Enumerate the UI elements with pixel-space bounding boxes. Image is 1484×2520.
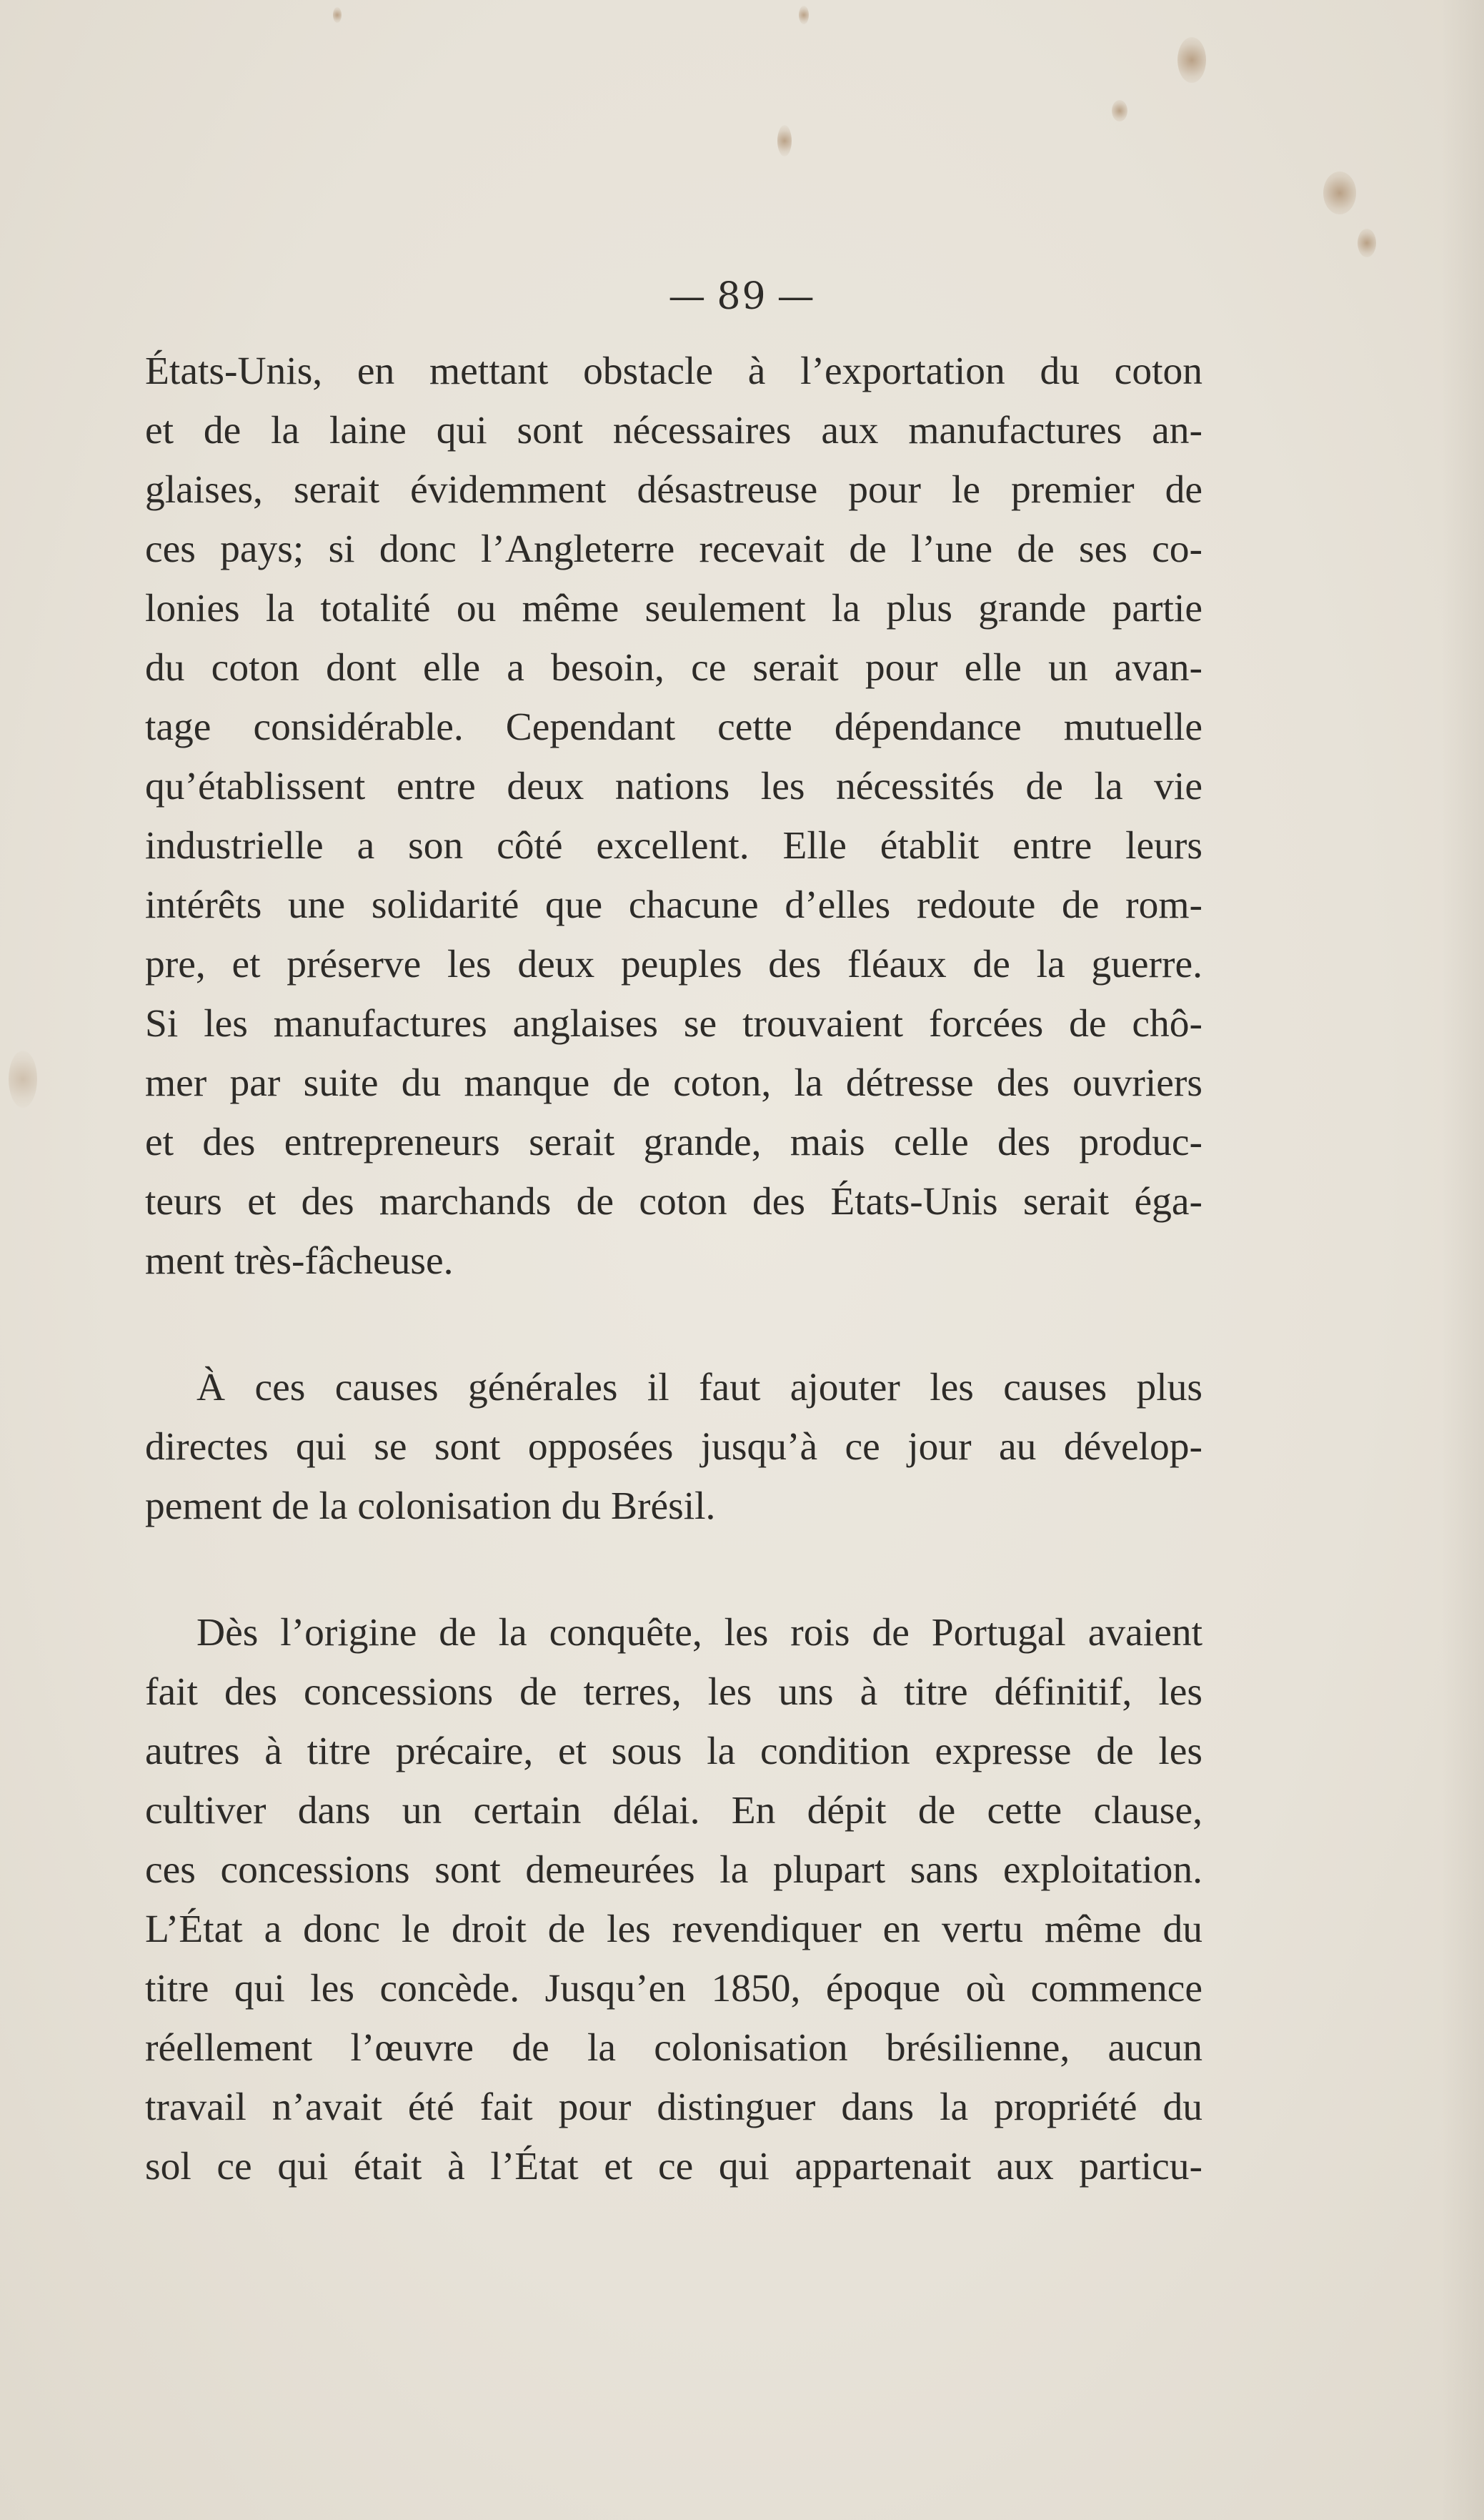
text-line: ces pays; si donc l’Angleterre recevait de l’une de ses co- — [145, 527, 1202, 571]
text-line: travail n’avait été fait pour distinguer dans la propriété du — [145, 2085, 1202, 2129]
paragraph — [145, 342, 1202, 1291]
text-line: ment très-fâcheuse. — [145, 1239, 454, 1283]
text-line: qu’établissent entre deux nations les nécessités de la vie — [145, 765, 1202, 808]
paper-stain — [799, 6, 809, 24]
text-line: sol ce qui était à l’État et ce qui appartenait aux particu- — [145, 2145, 1202, 2188]
text-line: lonies la totalité ou même seulement la plus grande partie — [145, 587, 1202, 630]
text-line: mer par suite du manque de coton, la détresse des ouvriers — [145, 1061, 1202, 1105]
text-line: Dès l’origine de la conquête, les rois de Portugal avaient — [196, 1611, 1202, 1655]
page-edge-shadow — [1441, 0, 1484, 2520]
text-line: Si les manufactures anglaises se trouvaient forcées de chô- — [145, 1002, 1202, 1046]
paper-stain — [1112, 100, 1127, 121]
text-line: et de la laine qui sont nécessaires aux manufactures an- — [145, 409, 1202, 452]
text-line: tage considérable. Cependant cette dépendance mutuelle — [145, 705, 1202, 749]
text-line: industrielle a son côté excellent. Elle établit entre leurs — [145, 824, 1202, 868]
text-line: et des entrepreneurs serait grande, mais celle des produc- — [145, 1121, 1202, 1164]
paragraph — [145, 1358, 1202, 1536]
text-line: autres à titre précaire, et sous la condition expresse de les — [145, 1730, 1202, 1773]
paper-stain — [333, 7, 342, 23]
paper-stain — [1358, 229, 1376, 257]
text-line: réellement l’œuvre de la colonisation brésilienne, aucun — [145, 2026, 1202, 2070]
text-line: États-Unis, en mettant obstacle à l’exportation du coton — [145, 349, 1202, 393]
paragraph-gap — [145, 1536, 1202, 1603]
text-line: pre, et préserve les deux peuples des fléaux de la guerre. — [145, 943, 1202, 986]
page-number-value: 89 — [717, 275, 767, 318]
text-line: À ces causes générales il faut ajouter les causes plus — [196, 1366, 1202, 1409]
paragraph-gap — [145, 1291, 1202, 1358]
text-line: fait des concessions de terres, les uns à titre définitif, les — [145, 1670, 1202, 1714]
text-line: intérêts une solidarité que chacune d’elles redoute de rom- — [145, 883, 1202, 927]
page-number — [0, 275, 1484, 318]
text-line: du coton dont elle a besoin, ce serait pour elle un avan- — [145, 646, 1202, 690]
text-line: titre qui les concède. Jusqu’en 1850, époque où commence — [145, 1967, 1202, 2010]
text-line: pement de la colonisation du Brésil. — [145, 1484, 716, 1528]
paper-stain — [1323, 172, 1356, 214]
text-line: cultiver dans un certain délai. En dépit de cette clause, — [145, 1789, 1202, 1832]
text-line: glaises, serait évidemment désastreuse pour le premier de — [145, 468, 1202, 512]
text-line: L’État a donc le droit de les revendiquer en vertu même du — [145, 1908, 1202, 1951]
text-line: teurs et des marchands de coton des États-Unis serait éga- — [145, 1180, 1202, 1224]
text-line: ces concessions sont demeurées la plupart sans exploitation. — [145, 1848, 1202, 1892]
paper-stain — [9, 1051, 37, 1108]
paper-stain — [777, 125, 792, 157]
page-number-dash-right: — — [777, 275, 816, 318]
paper-stain — [1177, 37, 1206, 83]
text-line: directes qui se sont opposées jusqu’à ce jour au dévelop- — [145, 1425, 1202, 1469]
page-number-dash-left: — — [668, 275, 707, 318]
body-text — [145, 342, 1202, 2196]
paragraph — [145, 1603, 1202, 2196]
